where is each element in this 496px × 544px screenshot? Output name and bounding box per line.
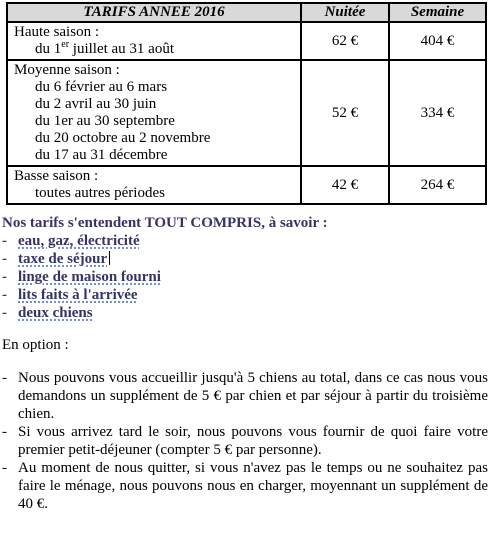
- bullet-dash: -: [2, 287, 7, 303]
- included-item-label: eau, gaz, électricité: [18, 233, 140, 249]
- moyenne-line: du 2 avril au 30 juin: [35, 96, 157, 112]
- basse-line: toutes autres périodes: [35, 185, 165, 201]
- option-text: Si vous arrivez tard le soir, nous pouvons vous fournir de quoi faire votre premier petit-déjeuner (compter 5 € par personne).: [18, 424, 488, 458]
- table-header-row: [7, 3, 486, 22]
- haute-date-prefix: du 1: [35, 41, 62, 57]
- basse-week-price: 264 €: [389, 166, 486, 204]
- haute-date: [14, 41, 294, 58]
- header-period: TARIFS ANNEE 2016: [7, 3, 301, 22]
- table-row-basse: [7, 166, 486, 204]
- included-headline: Nos tarifs s'entendent TOUT COMPRIS, à savoir :: [2, 215, 328, 231]
- moyenne-title: Moyenne saison :: [14, 62, 120, 78]
- bullet-dash: -: [2, 460, 7, 476]
- basse-period-cell: [7, 166, 301, 204]
- haute-title: Haute saison :: [14, 24, 99, 40]
- text-cursor: [109, 251, 110, 265]
- included-item: [2, 268, 488, 286]
- option-item: [2, 459, 488, 513]
- bullet-dash: -: [2, 370, 7, 386]
- moyenne-line: du 6 février au 6 mars: [35, 79, 168, 95]
- haute-period-cell: [7, 22, 301, 60]
- moyenne-period-cell: [7, 60, 301, 166]
- bullet-dash: -: [2, 233, 7, 249]
- bullet-dash: -: [2, 305, 7, 321]
- moyenne-line: du 17 au 31 décembre: [35, 147, 168, 163]
- moyenne-line: du 1er au 30 septembre: [35, 113, 175, 129]
- included-item: [2, 304, 488, 322]
- basse-night-price: 42 €: [301, 166, 389, 204]
- basse-title: Basse saison :: [14, 168, 99, 184]
- option-text: Au moment de nous quitter, si vous n'avez pas le temps ou ne souhaitez pas faire le ménage, nous pouvons nous en charger, moyennant un supplément de 40 €.: [18, 460, 488, 512]
- haute-night-price: 62 €: [301, 22, 389, 60]
- option-text: Nous pouvons vous accueillir jusqu'à 5 chiens au total, dans ce cas nous vous demandons un supplément de 5 € par chien et par séjour à partir du troisième chien.: [18, 370, 488, 422]
- tariffs-table: [6, 2, 487, 205]
- haute-date-sup: er: [61, 39, 70, 50]
- options-title: En option :: [2, 337, 69, 353]
- moyenne-week-price: 334 €: [389, 60, 486, 166]
- haute-date-suffix: juillet au 31 août: [69, 41, 175, 57]
- option-item: [2, 423, 488, 459]
- table-row-moyenne: [7, 60, 486, 166]
- included-item-label: taxe de séjour: [18, 251, 108, 267]
- included-item: [2, 232, 488, 250]
- bullet-dash: -: [2, 251, 7, 267]
- bullet-dash: -: [2, 424, 7, 440]
- included-item: [2, 250, 488, 268]
- table-row-haute: [7, 22, 486, 60]
- bullet-dash: -: [2, 269, 7, 285]
- option-item: [2, 369, 488, 423]
- header-night: Nuitée: [301, 3, 389, 22]
- included-item-label: deux chiens: [18, 305, 93, 321]
- info-section: [2, 214, 488, 513]
- haute-week-price: 404 €: [389, 22, 486, 60]
- included-item: [2, 286, 488, 304]
- included-item-label: linge de maison fourni: [18, 269, 161, 285]
- included-item-label: lits faits à l'arrivée: [18, 287, 138, 303]
- moyenne-line: du 20 octobre au 2 novembre: [35, 130, 211, 146]
- moyenne-night-price: 52 €: [301, 60, 389, 166]
- header-week: Semaine: [389, 3, 486, 22]
